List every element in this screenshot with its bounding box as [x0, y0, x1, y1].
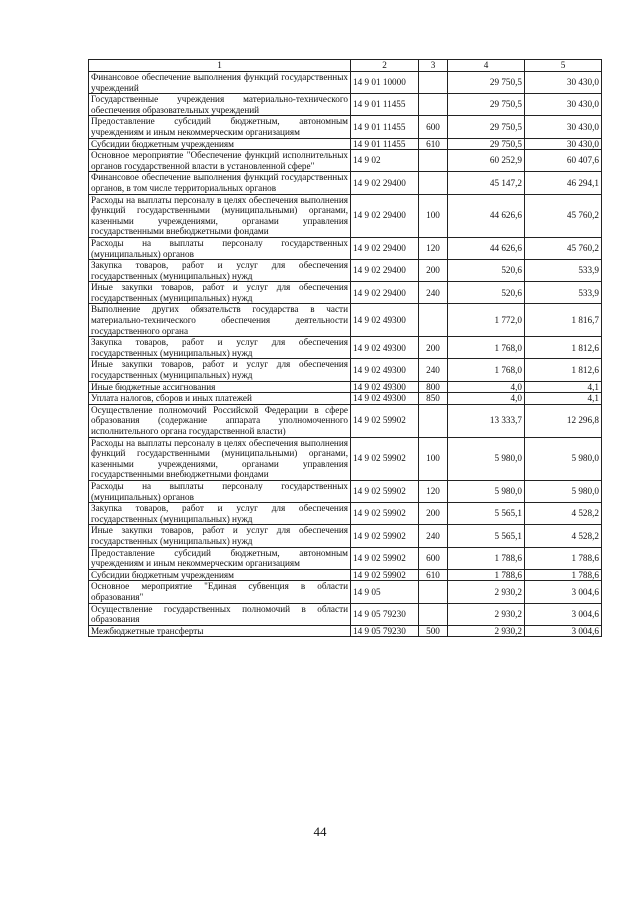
row-name-cell: Предоставление субсидий бюджетным, автономным учреждениям и иным некоммерческим организациям	[89, 116, 351, 138]
row-name-cell: Уплата налогов, сборов и иных платежей	[89, 393, 351, 405]
table-row	[89, 72, 602, 94]
row-name-cell: Осуществление полномочий Российской Федерации в сфере образования (содержание аппарата уполномоченного исполнительного органа государственной власти)	[89, 404, 351, 437]
row-value-col4-cell: 2 930,2	[448, 581, 525, 603]
row-value-col4-cell: 4,0	[448, 393, 525, 405]
row-value-col4-cell: 44 626,6	[448, 194, 525, 237]
row-code-cell: 14 9 02 49300	[351, 337, 419, 359]
row-value-col4-cell: 29 750,5	[448, 138, 525, 150]
row-value-col5-cell: 1 812,6	[525, 359, 602, 381]
table-row	[89, 625, 602, 637]
row-value-col5-cell: 45 760,2	[525, 237, 602, 259]
row-value-col4-cell: 520,6	[448, 282, 525, 304]
row-expense-type-cell: 610	[419, 569, 448, 581]
row-value-col5-cell: 1 816,7	[525, 304, 602, 337]
row-value-col5-cell: 5 980,0	[525, 480, 602, 502]
row-value-col5-cell: 5 980,0	[525, 437, 602, 480]
row-name-cell: Закупка товаров, работ и услуг для обеспечения государственных (муниципальных) нужд	[89, 337, 351, 359]
row-value-col5-cell: 30 430,0	[525, 72, 602, 94]
row-expense-type-cell: 240	[419, 359, 448, 381]
row-value-col5-cell: 1 788,6	[525, 569, 602, 581]
row-expense-type-cell	[419, 150, 448, 172]
row-name-cell: Закупка товаров, работ и услуг для обеспечения государственных (муниципальных) нужд	[89, 260, 351, 282]
row-expense-type-cell: 600	[419, 547, 448, 569]
column-header-2: 2	[351, 60, 419, 72]
row-value-col4-cell: 29 750,5	[448, 116, 525, 138]
row-expense-type-cell	[419, 603, 448, 625]
row-value-col4-cell: 1 772,0	[448, 304, 525, 337]
row-code-cell: 14 9 02 59902	[351, 569, 419, 581]
row-name-cell: Расходы на выплаты персоналу в целях обеспечения выполнения функций государственными (муниципальными) органами, казенными учреждениями, органами управления государственными внебюджетными фондами	[89, 437, 351, 480]
row-value-col4-cell: 29 750,5	[448, 94, 525, 116]
row-value-col5-cell: 30 430,0	[525, 116, 602, 138]
row-expense-type-cell	[419, 94, 448, 116]
budget-table	[88, 59, 602, 637]
row-code-cell: 14 9 02 59902	[351, 503, 419, 525]
row-value-col5-cell: 3 004,6	[525, 581, 602, 603]
table-row	[89, 237, 602, 259]
table-header-row	[89, 60, 602, 72]
row-value-col5-cell: 4,1	[525, 381, 602, 393]
row-expense-type-cell: 200	[419, 503, 448, 525]
row-value-col5-cell: 30 430,0	[525, 138, 602, 150]
column-header-3: 3	[419, 60, 448, 72]
table-row	[89, 404, 602, 437]
row-name-cell: Финансовое обеспечение выполнения функций государственных учреждений	[89, 72, 351, 94]
row-code-cell: 14 9 02 49300	[351, 359, 419, 381]
row-code-cell: 14 9 01 10000	[351, 72, 419, 94]
table-row	[89, 503, 602, 525]
row-name-cell: Иные закупки товаров, работ и услуг для обеспечения государственных (муниципальных) нужд	[89, 282, 351, 304]
row-value-col4-cell: 13 333,7	[448, 404, 525, 437]
row-code-cell: 14 9 05 79230	[351, 625, 419, 637]
row-expense-type-cell: 500	[419, 625, 448, 637]
row-name-cell: Закупка товаров, работ и услуг для обеспечения государственных (муниципальных) нужд	[89, 503, 351, 525]
row-expense-type-cell	[419, 581, 448, 603]
row-value-col5-cell: 3 004,6	[525, 625, 602, 637]
row-value-col4-cell: 5 980,0	[448, 437, 525, 480]
row-name-cell: Субсидии бюджетным учреждениям	[89, 569, 351, 581]
row-code-cell: 14 9 02 59902	[351, 437, 419, 480]
row-value-col4-cell: 5 565,1	[448, 503, 525, 525]
table-row	[89, 337, 602, 359]
table-row	[89, 194, 602, 237]
column-header-1: 1	[89, 60, 351, 72]
row-expense-type-cell: 800	[419, 381, 448, 393]
table-row	[89, 304, 602, 337]
row-name-cell: Финансовое обеспечение выполнения функций государственных органов, в том числе территориальных органов	[89, 172, 351, 194]
row-expense-type-cell	[419, 72, 448, 94]
row-value-col5-cell: 12 296,8	[525, 404, 602, 437]
row-name-cell: Расходы на выплаты персоналу государственных (муниципальных) органов	[89, 480, 351, 502]
row-expense-type-cell: 600	[419, 116, 448, 138]
table-row	[89, 393, 602, 405]
table-row	[89, 569, 602, 581]
row-name-cell: Расходы на выплаты персоналу государственных (муниципальных) органов	[89, 237, 351, 259]
row-value-col4-cell: 5 980,0	[448, 480, 525, 502]
row-value-col5-cell: 60 407,6	[525, 150, 602, 172]
row-code-cell: 14 9 02 29400	[351, 194, 419, 237]
table-row	[89, 480, 602, 502]
row-code-cell: 14 9 05	[351, 581, 419, 603]
row-value-col4-cell: 29 750,5	[448, 72, 525, 94]
row-code-cell: 14 9 05 79230	[351, 603, 419, 625]
table-row	[89, 603, 602, 625]
table-row	[89, 116, 602, 138]
row-expense-type-cell: 200	[419, 337, 448, 359]
row-value-col4-cell: 1 768,0	[448, 337, 525, 359]
row-value-col5-cell: 4 528,2	[525, 525, 602, 547]
row-value-col5-cell: 533,9	[525, 260, 602, 282]
row-expense-type-cell: 850	[419, 393, 448, 405]
table-row	[89, 260, 602, 282]
row-code-cell: 14 9 01 11455	[351, 94, 419, 116]
row-code-cell: 14 9 01 11455	[351, 138, 419, 150]
row-expense-type-cell	[419, 404, 448, 437]
row-code-cell: 14 9 02 29400	[351, 237, 419, 259]
table-row	[89, 150, 602, 172]
row-code-cell: 14 9 02 59902	[351, 525, 419, 547]
column-header-4: 4	[448, 60, 525, 72]
row-expense-type-cell	[419, 172, 448, 194]
row-value-col5-cell: 1 788,6	[525, 547, 602, 569]
table-row	[89, 359, 602, 381]
row-value-col5-cell: 533,9	[525, 282, 602, 304]
row-value-col5-cell: 3 004,6	[525, 603, 602, 625]
table-row	[89, 581, 602, 603]
row-name-cell: Межбюджетные трансферты	[89, 625, 351, 637]
row-code-cell: 14 9 01 11455	[351, 116, 419, 138]
row-code-cell: 14 9 02 49300	[351, 393, 419, 405]
row-value-col5-cell: 46 294,1	[525, 172, 602, 194]
row-value-col4-cell: 45 147,2	[448, 172, 525, 194]
row-name-cell: Основное мероприятие "Обеспечение функций исполнительных органов государственной власти в установленной сфере"	[89, 150, 351, 172]
row-value-col4-cell: 5 565,1	[448, 525, 525, 547]
table-row	[89, 547, 602, 569]
row-code-cell: 14 9 02 29400	[351, 282, 419, 304]
row-value-col4-cell: 1 788,6	[448, 547, 525, 569]
table-row	[89, 381, 602, 393]
row-name-cell: Иные закупки товаров, работ и услуг для обеспечения государственных (муниципальных) нужд	[89, 525, 351, 547]
row-code-cell: 14 9 02	[351, 150, 419, 172]
row-name-cell: Государственные учреждения материально-технического обеспечения образовательных учреждений	[89, 94, 351, 116]
row-expense-type-cell: 200	[419, 260, 448, 282]
table-row	[89, 172, 602, 194]
row-value-col4-cell: 1 768,0	[448, 359, 525, 381]
row-name-cell: Иные бюджетные ассигнования	[89, 381, 351, 393]
row-name-cell: Расходы на выплаты персоналу в целях обеспечения выполнения функций государственными (муниципальными) органами, казенными учреждениями, органами управления государственными внебюджетными фондами	[89, 194, 351, 237]
table-row	[89, 94, 602, 116]
row-value-col5-cell: 4 528,2	[525, 503, 602, 525]
row-code-cell: 14 9 02 59902	[351, 480, 419, 502]
table-row	[89, 282, 602, 304]
row-value-col5-cell: 30 430,0	[525, 94, 602, 116]
page-number: 44	[313, 824, 327, 839]
row-name-cell: Осуществление государственных полномочий в области образования	[89, 603, 351, 625]
row-value-col4-cell: 60 252,9	[448, 150, 525, 172]
row-name-cell: Субсидии бюджетным учреждениям	[89, 138, 351, 150]
row-expense-type-cell: 120	[419, 237, 448, 259]
table-row	[89, 525, 602, 547]
row-expense-type-cell: 120	[419, 480, 448, 502]
table-body	[89, 72, 602, 637]
row-name-cell: Основное мероприятие "Единая субвенция в области образования"	[89, 581, 351, 603]
row-expense-type-cell: 100	[419, 437, 448, 480]
row-value-col4-cell: 4,0	[448, 381, 525, 393]
row-code-cell: 14 9 02 49300	[351, 381, 419, 393]
row-value-col4-cell: 2 930,2	[448, 625, 525, 637]
row-value-col4-cell: 520,6	[448, 260, 525, 282]
row-code-cell: 14 9 02 49300	[351, 304, 419, 337]
row-expense-type-cell: 100	[419, 194, 448, 237]
row-value-col4-cell: 1 788,6	[448, 569, 525, 581]
row-code-cell: 14 9 02 29400	[351, 260, 419, 282]
table-row	[89, 437, 602, 480]
row-code-cell: 14 9 02 59902	[351, 404, 419, 437]
row-value-col4-cell: 2 930,2	[448, 603, 525, 625]
row-name-cell: Иные закупки товаров, работ и услуг для обеспечения государственных (муниципальных) нужд	[89, 359, 351, 381]
row-expense-type-cell: 610	[419, 138, 448, 150]
row-expense-type-cell: 240	[419, 282, 448, 304]
row-code-cell: 14 9 02 29400	[351, 172, 419, 194]
row-name-cell: Выполнение других обязательств государства в части материально-технического обеспечения деятельности государственного органа	[89, 304, 351, 337]
row-expense-type-cell: 240	[419, 525, 448, 547]
row-name-cell: Предоставление субсидий бюджетным, автономным учреждениям и иным некоммерческим организациям	[89, 547, 351, 569]
table-row	[89, 138, 602, 150]
row-code-cell: 14 9 02 59902	[351, 547, 419, 569]
row-value-col5-cell: 4,1	[525, 393, 602, 405]
row-value-col4-cell: 44 626,6	[448, 237, 525, 259]
row-expense-type-cell	[419, 304, 448, 337]
column-header-5: 5	[525, 60, 602, 72]
row-value-col5-cell: 1 812,6	[525, 337, 602, 359]
row-value-col5-cell: 45 760,2	[525, 194, 602, 237]
